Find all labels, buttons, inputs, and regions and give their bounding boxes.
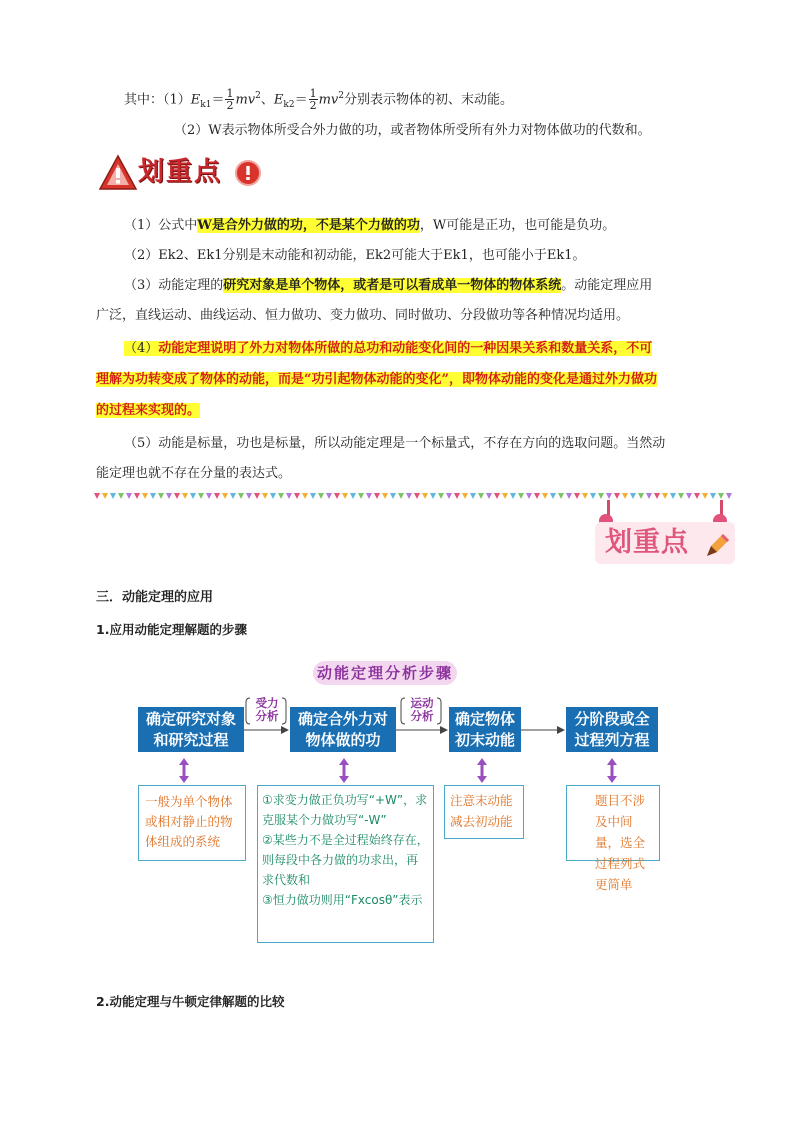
divider-mark (582, 493, 588, 499)
divider-mark (534, 493, 540, 499)
divider-mark (638, 493, 644, 499)
divider-mark (542, 493, 548, 499)
badge-title: 划重点 (138, 157, 223, 187)
point-4-line3 (96, 401, 200, 421)
divider-mark (326, 493, 332, 499)
divider-mark (502, 493, 508, 499)
divider-mark (486, 493, 492, 499)
p1-a: （1）公式中 (124, 218, 198, 233)
divider-mark (590, 493, 596, 499)
divider-mark (686, 493, 692, 499)
diagram-title: 动能定理分析步骤 (316, 664, 453, 682)
divider-mark (158, 493, 164, 499)
subheading-steps: 1.应用动能定理解题的步骤 (96, 622, 247, 637)
arrow-shaft-4 (611, 764, 614, 776)
p4-line1: 动能定理说明了外力对物体所做的总功和动能变化间的一种因果关系和数量关系，不可 (158, 341, 653, 356)
divider-mark (702, 493, 708, 499)
note-box-1 (138, 785, 246, 861)
divider-mark (150, 493, 156, 499)
divider-mark (278, 493, 284, 499)
note-box-4 (566, 785, 660, 892)
ek2-sub: k2 (283, 99, 295, 110)
mv-symbol-2: mv (318, 92, 339, 108)
divider-mark (118, 493, 124, 499)
divider-mark (398, 493, 404, 499)
divider-mark (406, 493, 412, 499)
frac-num: 1 (226, 87, 234, 101)
section-title: 三．动能定理的应用 (96, 590, 214, 605)
divider-mark (190, 493, 196, 499)
equals: ＝ (211, 92, 225, 108)
p1-highlight: W是合外力做的功，不是某个力做的功 (197, 218, 420, 233)
note-4-text: 题目不涉及中间量，选全过程列式更简单 (595, 793, 646, 892)
divider-mark (374, 493, 380, 499)
p4-line3: 的过程来实现的。 (96, 403, 201, 418)
divider-mark (518, 493, 524, 499)
banner-label: 划重点 (605, 527, 689, 558)
divider-mark (342, 493, 348, 499)
divider-mark (726, 493, 732, 499)
up-arrowhead-4 (607, 758, 617, 765)
note-3-text: 注意末动能减去初动能 (450, 793, 513, 829)
frac-den-2: 2 (309, 99, 317, 113)
divider-mark (718, 493, 724, 499)
divider-mark (174, 493, 180, 499)
divider-mark (198, 493, 204, 499)
divider-mark (598, 493, 604, 499)
p1-b: ，W可能是正功，也可能是负功。 (419, 218, 616, 233)
point-4-line2 (96, 370, 657, 390)
square: 2 (255, 91, 261, 101)
divider-mark (470, 493, 476, 499)
divider-mark (654, 493, 660, 499)
divider-mark (206, 493, 212, 499)
mv-symbol: mv (235, 92, 256, 108)
divider-mark (142, 493, 148, 499)
down-arrowhead-3 (477, 776, 487, 783)
divider-mark (478, 493, 484, 499)
vertical-arrows (0, 756, 794, 786)
divider-mark (566, 493, 572, 499)
down-arrowhead-1 (179, 776, 189, 783)
divider-mark (646, 493, 652, 499)
divider-mark (390, 493, 396, 499)
divider-mark (182, 493, 188, 499)
note-box-3 (444, 785, 524, 839)
divider-mark (294, 493, 300, 499)
divider-mark (462, 493, 468, 499)
sep: 、 (260, 92, 274, 108)
divider-mark (558, 493, 564, 499)
divider-mark (438, 493, 444, 499)
point-5-cont: 能定理也就不存在分量的表达式。 (96, 466, 292, 481)
divider-mark (286, 493, 292, 499)
divider-mark (510, 493, 516, 499)
up-arrowhead-1 (179, 758, 189, 765)
divider-mark (446, 493, 452, 499)
divider-mark (574, 493, 580, 499)
divider-mark (422, 493, 428, 499)
bracket-1-left (246, 698, 250, 724)
step-box-1-text: 确定研究对象和研究过程 (145, 709, 236, 749)
step-box-4-text: 分阶段或全过程列方程 (574, 709, 650, 749)
divider-mark (110, 493, 116, 499)
down-arrowhead-2 (339, 776, 349, 783)
key-points-banner (595, 500, 735, 566)
divider-mark (358, 493, 364, 499)
divider-mark (230, 493, 236, 499)
divider-mark (710, 493, 716, 499)
arrow-shaft-2 (343, 764, 346, 776)
divider-mark (222, 493, 228, 499)
divider-mark (662, 493, 668, 499)
key-points-badge (98, 154, 268, 194)
divider-mark (102, 493, 108, 499)
divider-mark (134, 493, 140, 499)
label-motion-analysis: 运动分析 (410, 696, 434, 723)
divider-mark (670, 493, 676, 499)
ek1-symbol: E (190, 92, 201, 108)
divider-mark (214, 493, 220, 499)
point-4 (124, 339, 652, 359)
divider-mark (302, 493, 308, 499)
divider-mark (318, 493, 324, 499)
half-fraction (225, 88, 234, 111)
divider-mark (550, 493, 556, 499)
divider-mark (366, 493, 372, 499)
arrow-shaft-1 (183, 764, 186, 776)
divider-mark (494, 493, 500, 499)
down-arrowhead-4 (607, 776, 617, 783)
p4-a: （4） (124, 341, 159, 356)
warning-triangle-icon (98, 154, 138, 192)
formula-tail: 分别表示物体的初、末动能。 (344, 92, 514, 108)
up-arrowhead-3 (477, 758, 487, 765)
point-3-cont: 广泛，直线运动、曲线运动、恒力做功、变力做功、同时做功、分段做功等各种情况均适用。 (96, 308, 630, 323)
divider-mark (126, 493, 132, 499)
point-1 (124, 216, 615, 236)
point-2: （2）Ek2、Ek1分别是末动能和初动能，Ek2可能大于Ek1，也可能小于Ek1。 (124, 248, 586, 263)
divider-mark (454, 493, 460, 499)
pencil-icon (703, 532, 731, 560)
divider-mark (694, 493, 700, 499)
frac-den: 2 (226, 99, 234, 113)
divider-mark (270, 493, 276, 499)
square-2: 2 (338, 91, 345, 101)
divider-mark (414, 493, 420, 499)
divider-mark (678, 493, 684, 499)
exclamation-circle-icon (234, 159, 262, 187)
step-box-2-text: 确定合外力对物体做的功 (297, 709, 388, 749)
divider-mark (238, 493, 244, 499)
formula-line (124, 86, 513, 115)
divider-mark (606, 493, 612, 499)
step-box-3-text: 确定物体初末动能 (454, 709, 515, 749)
bracket-2-left (401, 698, 405, 724)
label-force-analysis: 受力分析 (255, 696, 279, 723)
divider-mark (262, 493, 268, 499)
p3-highlight: 研究对象是单个物体，或者是可以看成单一物体的物体系统 (223, 278, 562, 293)
up-arrowhead-2 (339, 758, 349, 765)
half-fraction-2 (309, 88, 318, 111)
note-1-text: 一般为单个物体或相对静止的物体组成的系统 (145, 794, 233, 849)
divider-mark (622, 493, 628, 499)
equals-2: ＝ (294, 92, 308, 108)
divider-mark (382, 493, 388, 499)
note-box-2 (257, 785, 434, 943)
p3-b: 。动能定理应用 (561, 278, 653, 293)
frac-num-2: 1 (309, 87, 317, 101)
arrow-shaft-3 (481, 764, 484, 776)
divider-mark (526, 493, 532, 499)
p4-line2: 理解为功转变成了物体的动能，而是“功引起物体动能的变化”，即物体动能的变化是通过外力做功 (96, 372, 657, 387)
w-definition: （2）W表示物体所受合外力做的功，或者物体所受所有外力对物体做功的代数和。 (174, 123, 651, 138)
divider-mark (630, 493, 636, 499)
divider-mark (94, 493, 100, 499)
divider-mark (254, 493, 260, 499)
note-2-content (258, 786, 433, 910)
note-2-item-3: ③恒力做功则用“Fxcosθ”表示 (262, 893, 423, 907)
formula-prefix: 其中：（1） (124, 92, 191, 108)
divider-mark (334, 493, 340, 499)
step-connectors (0, 680, 794, 760)
divider-mark (430, 493, 436, 499)
point-5: （5）动能是标量，功也是标量，所以动能定理是一个标量式，不存在方向的选取问题。当然动 (124, 436, 666, 451)
note-2-item-2: ②某些力不是全过程始终存在，则每段中各力做的功求出，再求代数和 (262, 833, 429, 887)
divider-mark (350, 493, 356, 499)
note-2-item-1: ①求变力做正负功写“+W”，求克服某个力做功写“-W” (262, 793, 428, 827)
subheading-comparison: 2.动能定理与牛顿定律解题的比较 (96, 994, 285, 1009)
point-3 (124, 276, 652, 296)
p3-a: （3）动能定理的 (124, 278, 224, 293)
ek1-sub: k1 (200, 99, 212, 110)
divider-mark (310, 493, 316, 499)
divider-mark (246, 493, 252, 499)
ek2-symbol: E (273, 92, 284, 108)
divider-mark (614, 493, 620, 499)
divider-mark (166, 493, 172, 499)
